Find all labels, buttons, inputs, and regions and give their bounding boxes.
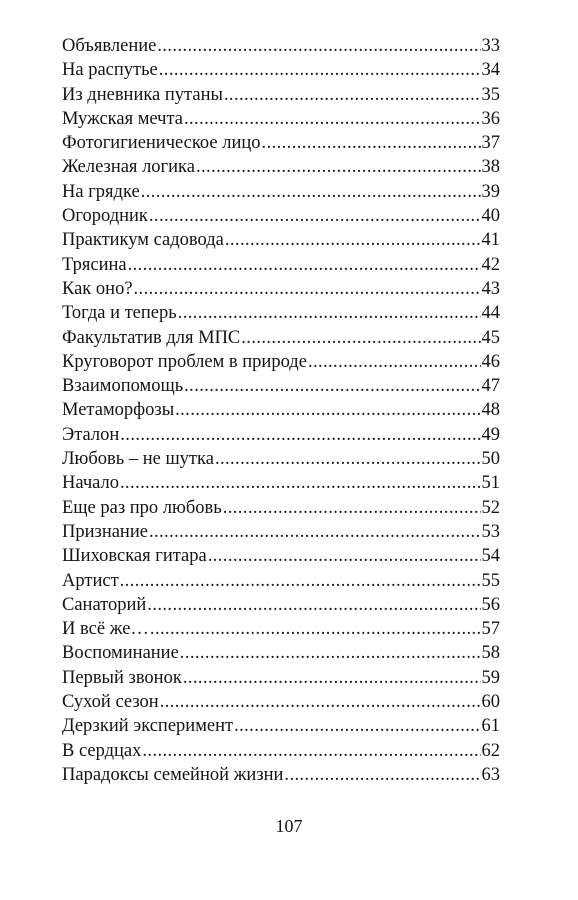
toc-dot-leader (262, 131, 481, 155)
toc-dot-leader (147, 593, 480, 617)
toc-entry-page: 59 (481, 667, 500, 688)
toc-entry-title: Железная логика (62, 157, 195, 178)
toc-entry (62, 58, 500, 82)
toc-entry-page: 57 (481, 619, 500, 640)
toc-dot-leader (224, 83, 481, 107)
toc-entry (62, 544, 500, 568)
toc-entry (62, 83, 500, 107)
toc-dot-leader (223, 496, 481, 520)
toc-entry-page: 63 (481, 764, 500, 785)
toc-entry (62, 569, 500, 593)
toc-entry-page: 61 (481, 716, 500, 737)
toc-entry-title: Взаимопомощь (62, 376, 184, 397)
toc-entry (62, 204, 500, 228)
toc-entry-page: 53 (481, 521, 500, 542)
toc-entry-title: Как оно? (62, 278, 133, 299)
toc-entry (62, 155, 500, 179)
toc-entry (62, 350, 500, 374)
toc-entry-page: 33 (481, 36, 500, 56)
toc-dot-leader (234, 714, 480, 738)
toc-entry-title: Метаморфозы (62, 400, 175, 421)
toc-dot-leader (184, 107, 481, 131)
toc-entry-title: На распутье (62, 60, 158, 81)
toc-entry (62, 253, 500, 277)
toc-dot-leader (120, 471, 481, 495)
toc-entry-page: 39 (481, 181, 500, 202)
toc-entry (62, 107, 500, 131)
toc-dot-leader (178, 301, 481, 325)
toc-entry-title: И всё же… (62, 619, 149, 640)
toc-entry-page: 43 (481, 278, 500, 299)
toc-entry-title: Трясина (62, 254, 127, 275)
toc-entry-title: Факультатив для МПС (62, 327, 241, 348)
toc-entry-title: Воспоминание (62, 643, 179, 664)
toc-entry (62, 277, 500, 301)
toc-entry-title: Начало (62, 473, 119, 494)
toc-entry-page: 49 (481, 424, 500, 445)
toc-entry (62, 180, 500, 204)
toc-entry-page: 60 (481, 692, 500, 713)
toc-entry (62, 739, 500, 763)
toc-entry-page: 52 (481, 497, 500, 518)
toc-entry-page: 51 (481, 473, 500, 494)
toc-entry-page: 47 (481, 376, 500, 397)
toc-entry-title: Объявление (62, 36, 157, 56)
toc-entry (62, 471, 500, 495)
toc-entry (62, 714, 500, 738)
toc-dot-leader (215, 447, 481, 471)
toc-entry-page: 41 (481, 230, 500, 251)
toc-entry-page: 54 (481, 546, 500, 567)
toc-entry (62, 763, 500, 787)
toc-entry-title: Мужская мечта (62, 108, 183, 129)
toc-dot-leader (149, 520, 481, 544)
toc-entry (62, 326, 500, 350)
toc-entry-page: 46 (481, 351, 500, 372)
toc-dot-leader (175, 398, 480, 422)
toc-entry-page: 48 (481, 400, 500, 421)
toc-dot-leader (308, 350, 481, 374)
toc-entry-title: Эталон (62, 424, 120, 445)
toc-entry-page: 44 (481, 303, 500, 324)
toc-entry (62, 520, 500, 544)
toc-dot-leader (149, 204, 481, 228)
toc-entry-title: Парадоксы семейной жизни (62, 764, 284, 785)
toc-entry (62, 423, 500, 447)
toc-entry-title: В сердцах (62, 740, 142, 761)
toc-dot-leader (142, 739, 480, 763)
toc-entry-title: Шиховская гитара (62, 546, 207, 567)
toc-entry-page: 58 (481, 643, 500, 664)
toc-entry-page: 50 (481, 449, 500, 470)
toc-entry-title: Огородник (62, 206, 148, 227)
toc-entry-page: 62 (481, 740, 500, 761)
toc-dot-leader (120, 569, 481, 593)
toc-dot-leader (150, 617, 481, 641)
toc-dot-leader (225, 228, 481, 252)
toc-entry-title: Фотогигиеническое лицо (62, 133, 261, 154)
toc-entry-page: 37 (481, 133, 500, 154)
toc-entry (62, 666, 500, 690)
toc-entry (62, 301, 500, 325)
toc-entry-page: 55 (481, 570, 500, 591)
toc-entry-title: Дерзкий эксперимент (62, 716, 234, 737)
toc-dot-leader (180, 641, 481, 665)
toc-entry-title: Признание (62, 521, 148, 542)
toc-entry (62, 374, 500, 398)
toc-entry-title: Сухой сезон (62, 692, 159, 713)
toc-entry-title: Любовь – не шутка (62, 449, 214, 470)
toc-entry-page: 45 (481, 327, 500, 348)
toc-entry-title: Из дневника путаны (62, 84, 223, 105)
toc-dot-leader (284, 763, 480, 787)
toc-entry (62, 690, 500, 714)
toc-dot-leader (120, 423, 480, 447)
toc-entry-title: Круговорот проблем в природе (62, 351, 307, 372)
toc-entry-page: 40 (481, 206, 500, 227)
toc-entry-page: 36 (481, 108, 500, 129)
toc-dot-leader (160, 690, 481, 714)
toc-entry (62, 593, 500, 617)
toc-entry (62, 617, 500, 641)
toc-dot-leader (184, 374, 480, 398)
toc-entry-title: Практикум садовода (62, 230, 224, 251)
toc-entry-page: 56 (481, 594, 500, 615)
toc-dot-leader (128, 253, 481, 277)
toc-entry (62, 228, 500, 252)
toc-entry-page: 35 (481, 84, 500, 105)
toc-entry (62, 398, 500, 422)
toc-dot-leader (159, 58, 481, 82)
toc-entry-page: 34 (481, 60, 500, 81)
toc-dot-leader (141, 180, 481, 204)
toc-entry (62, 34, 500, 58)
table-of-contents (62, 34, 500, 787)
toc-entry (62, 641, 500, 665)
toc-entry-page: 42 (481, 254, 500, 275)
toc-entry-page: 38 (481, 157, 500, 178)
toc-entry-title: Санаторий (62, 594, 147, 615)
page-number: 107 (275, 816, 303, 836)
toc-dot-leader (208, 544, 481, 568)
toc-entry (62, 131, 500, 155)
toc-entry (62, 447, 500, 471)
toc-dot-leader (183, 666, 481, 690)
toc-dot-leader (134, 277, 481, 301)
toc-dot-leader (157, 34, 480, 58)
toc-dot-leader (241, 326, 480, 350)
toc-entry-title: Первый звонок (62, 667, 182, 688)
toc-entry-title: На грядке (62, 181, 140, 202)
toc-entry-title: Артист (62, 570, 119, 591)
toc-entry-title: Еще раз про любовь (62, 497, 222, 518)
toc-entry (62, 496, 500, 520)
toc-entry-title: Тогда и теперь (62, 303, 177, 324)
toc-dot-leader (196, 155, 481, 179)
